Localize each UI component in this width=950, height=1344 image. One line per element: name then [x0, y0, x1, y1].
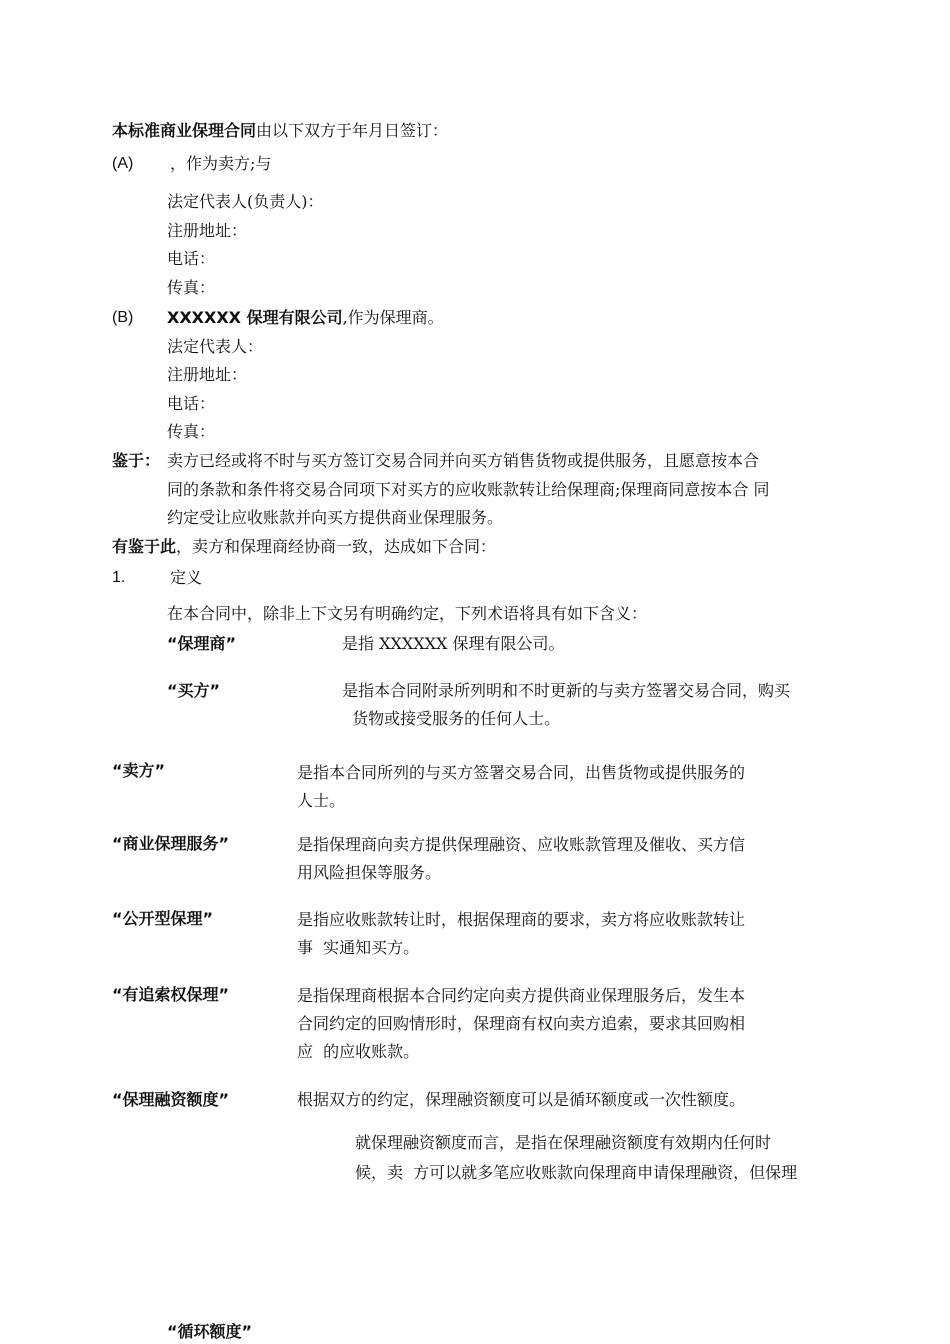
term-definition: 应 的应收账款。	[297, 1042, 420, 1061]
term-definition: 是指应收账款转让时，根据保理商的要求，卖方将应收账款转让	[297, 910, 746, 929]
agreement-text: ，卖方和保理商经协商一致，达成如下合同：	[176, 537, 497, 556]
term-label: “买方”	[167, 681, 221, 700]
party-b-text: ,作为保理商。	[342, 308, 444, 327]
term-definition: 是指 XXXXXX 保理有限公司。	[342, 634, 565, 653]
term-definition: 人士。	[297, 791, 346, 810]
term-definition: 是指本合同附录所列明和不时更新的与卖方签署交易合同，购买	[342, 681, 791, 700]
term-definition: 是指保理商根据本合同约定向卖方提供商业保理服务后，发生本	[297, 986, 746, 1005]
revolving-definition: 就保理融资额度而言，是指在保理融资额度有效期内任何时	[355, 1133, 772, 1152]
whereas-line: 同的条款和条件将交易合同项下对买方的应收账款转让给保理商;保理商同意按本合 同	[167, 480, 770, 499]
term-label: “保理融资额度”	[112, 1090, 230, 1109]
party-b-fax: 传真：	[167, 422, 216, 441]
section-number: 1.	[112, 569, 126, 586]
term-label: “商业保理服务”	[112, 834, 230, 853]
section-title: 定义	[170, 568, 203, 587]
whereas-line: 约定受让应收账款并向买方提供商业保理服务。	[167, 508, 504, 527]
term-label: “保理商”	[167, 634, 237, 653]
term-label: “公开型保理”	[112, 909, 214, 928]
agreement-line	[112, 537, 496, 557]
intro-text: 由以下双方于年月日签订：	[256, 121, 449, 140]
term-definition: 货物或接受服务的任何人士。	[342, 709, 561, 728]
term-label: “卖方”	[112, 761, 166, 780]
party-b-rep: 法定代表人：	[167, 337, 264, 356]
whereas-line: 卖方已经或将不时与买方签订交易合同并向买方销售货物或提供服务，且愿意按本合	[167, 451, 760, 470]
intro-line	[112, 121, 448, 141]
section-intro: 在本合同中，除非上下文另有明确约定，下列术语将具有如下含义：	[167, 604, 648, 623]
term-definition: 用风险担保等服务。	[297, 863, 442, 882]
contract-title: 本标准商业保理合同	[112, 121, 257, 140]
term-label: “有追索权保理”	[112, 985, 230, 1004]
whereas-label: 鉴于：	[112, 451, 161, 470]
term-definition: 事 实通知买方。	[297, 938, 420, 957]
party-b-address: 注册地址：	[167, 365, 248, 384]
party-b-name: XXXXXX 保理有限公司	[167, 308, 343, 327]
party-a-fax: 传真：	[167, 278, 216, 297]
party-a-rep: 法定代表人(负责人)：	[167, 192, 324, 211]
agreement-bold: 有鉴于此	[112, 537, 177, 556]
revolving-definition: 候，卖 方可以就多笔应收账款向保理商申请保理融资，但保理	[355, 1163, 798, 1182]
party-a-address: 注册地址：	[167, 221, 248, 240]
party-a-label: (A)	[112, 155, 134, 172]
term-definition: 根据双方的约定，保理融资额度可以是循环额度或一次性额度。	[297, 1090, 746, 1109]
party-b-label: (B)	[112, 309, 134, 326]
party-a-phone: 电话：	[167, 249, 216, 268]
term-label: “循环额度”	[167, 1322, 253, 1341]
term-definition: 是指保理商向卖方提供保理融资、应收账款管理及催收、买方信	[297, 835, 746, 854]
term-definition: 是指本合同所列的与买方签署交易合同，出售货物或提供服务的	[297, 763, 746, 782]
party-a-text: ，作为卖方;与	[170, 154, 272, 173]
party-b-phone: 电话：	[167, 394, 216, 413]
term-definition: 合同约定的回购情形时，保理商有权向卖方追索，要求其回购相	[297, 1014, 746, 1033]
party-b-line	[167, 308, 444, 328]
